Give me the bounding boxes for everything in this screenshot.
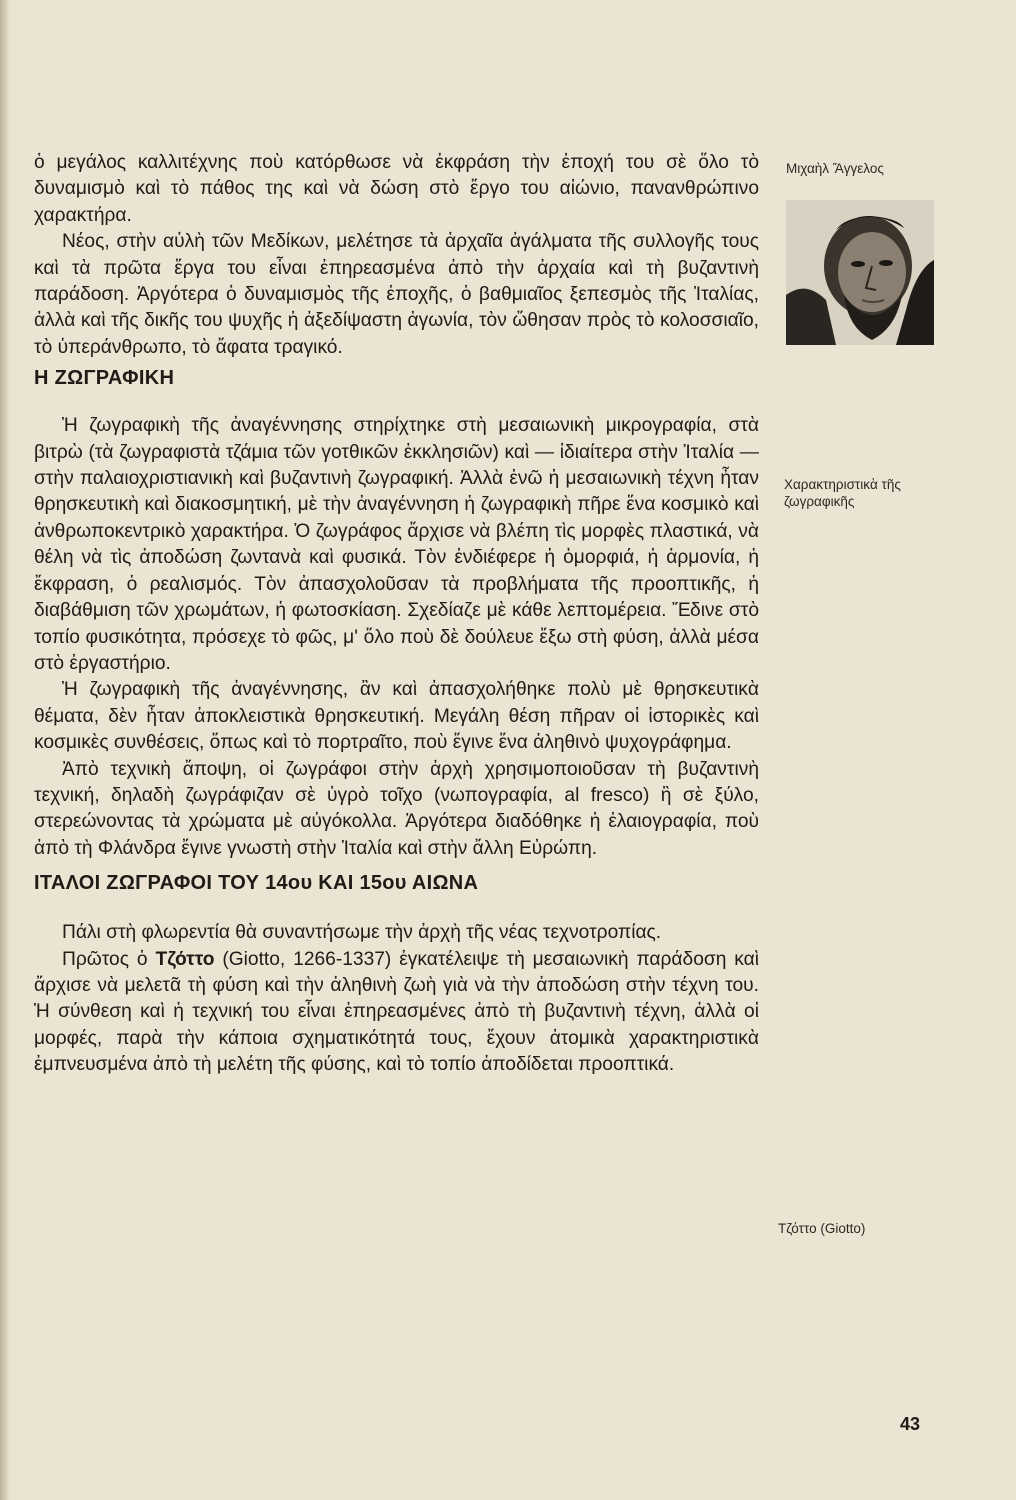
giotto-paragraph-rest: (Giotto, 1266-1337) ἐγκατέλειψε τὴ μεσαιωνικὴ παράδοση καὶ ἄρχισε νὰ μελετᾶ τὴ φύση καὶ τὴν ἀληθινὴ ζωὴ γιὰ νὰ τὴν ἀποδώση στὴν τέχνη του. Ἡ σύνθεση καὶ ἡ τεχνική του εἶναι ἐπηρεασμένες ἀπὸ τὴ βυζαντινὴ τέχνη, ἀλλὰ οἱ μορφές, παρὰ τὴν κάποια σχηματικότητά τους, ἔχουν ἀτομικὰ χαρακτηριστικὰ ἐμπνευσμένα ἀπὸ τὴ μελέτη τῆς φύσης, καὶ τὸ τοπίο ἀποδίδεται προοπτικά.: [34, 948, 760, 1076]
page-binding-shadow: [0, 0, 10, 1500]
intro-paragraph: ὁ μεγάλος καλλιτέχνης ποὺ κατόρθωσε νὰ ἐκφράση τὴν ἐποχή του σὲ ὅλο τὸ δυναμισμὸ καὶ τὸ πάθος της καὶ νὰ δώση στὸ ἔργο του αἰώνιο, πανανθρώπινο χαρακτήρα.: [34, 152, 759, 226]
margin-note-painting-traits: Χαρακτηριστικὰ τῆς ζωγραφικῆς: [784, 477, 901, 509]
painting-paragraph: Ἡ ζωγραφικὴ τῆς ἀναγέννησης στηρίχτηκε στὴ μεσαιωνικὴ μικρογραφία, στὰ βιτρὼ (τὰ ζωγραφιστὰ τζάμια τῶν γοτθικῶν ἐκκλησιῶν) καὶ — ἰδιαίτερα στὴν Ἰταλία — στὴν παλαιοχριστιανικὴ καὶ βυζαντινὴ ζωγραφική. Ἀλλὰ ἐνῶ ἡ μεσαιωνικὴ τέχνη ἦταν θρησκευτικὴ καὶ διακοσμητική, μὲ τὴν ἀναγέννηση ἡ ζωγραφικὴ πῆρε ἕνα κοσμικὸ καὶ ἀνθρωποκεντρικὸ χαρακτήρα. Ὁ ζωγράφος ἄρχισε νὰ βλέπη τὶς μορφὲς πλαστικά, νὰ θέλη νὰ τὶς ἀποδώση ζωντανὰ καὶ φυσικά. Τὸν ἐνδιέφερε ἡ ὀμορφιά, ἡ ἁρμονία, ἡ ἔκφραση, ὁ ρεαλισμός. Τὸν ἀπασχολοῦσαν τὰ προβλήματα τῆς προοπτικῆς, ἡ διαβάθμιση τῶν χρωμάτων, ἡ φωτοσκίαση. Σχεδίαζε μὲ κάθε λεπτομέρεια. Ἔδινε στὸ τοπίο φυσικότητα, πρόσεχε τὸ φῶς, μ' ὅλο ποὺ δὲ δούλευε ἔξω στὴ φύση, ἀλλὰ μέσα στὸ ἐργαστήριο.: [34, 415, 759, 674]
main-text-column: [34, 150, 759, 1079]
italians-paragraph: Πάλι στὴ φλωρεντία θὰ συναντήσωμε τὴν ἀρχὴ τῆς νέας τεχνοτροπίας.: [62, 922, 662, 944]
portrait-illustration: [786, 200, 934, 345]
giotto-paragraph-start: Πρῶτος ὁ: [62, 948, 156, 970]
michelangelo-portrait: [786, 200, 934, 345]
section-heading-painting: Η ΖΩΓΡΑΦΙΚΗ: [34, 367, 175, 390]
margin-note-giotto: Τζόττο (Giotto): [778, 1221, 866, 1236]
section-heading-italian-painters: ΙΤΑΛΟΙ ΖΩΓΡΑΦΟΙ ΤΟΥ 14ου ΚΑΙ 15ου ΑΙΩΝΑ: [34, 872, 479, 895]
painting-paragraph: Ἀπὸ τεχνικὴ ἄποψη, οἱ ζωγράφοι στὴν ἀρχὴ χρησιμοποιοῦσαν τὴ βυζαντινὴ τεχνική, δηλαδὴ ζωγράφιζαν σὲ ὑγρὸ τοῖχο (νωπογραφία, al fresco) ἢ σὲ ξύλο, στερεώνοντας τὰ χρώματα μὲ αὐγόκολλα. Ἀργότερα διαδόθηκε ἡ ἐλαιογραφία, ποὺ ἀπὸ τὴ Φλάνδρα ἔγινε γνωστὴ στὴν Ἰταλία καὶ στὴν ἄλλη Εὐρώπη.: [34, 758, 759, 859]
giotto-paragraph: [34, 947, 759, 1079]
margin-note-michelangelo: Μιχαὴλ Ἄγγελος: [786, 161, 884, 176]
painting-paragraph: Ἡ ζωγραφικὴ τῆς ἀναγέννησης, ἂν καὶ ἀπασχολήθηκε πολὺ μὲ θρησκευτικὰ θέματα, δὲν ἦταν ἀποκλειστικὰ θρησκευτική. Μεγάλη θέση πῆραν οἱ ἱστορικὲς καὶ κοσμικὲς συνθέσεις, ὅπως καὶ τὸ πορτραῖτο, ποὺ ἔγινε ἕνα ἀληθινὸ ψυχογράφημα.: [34, 679, 759, 754]
page-number: 43: [900, 1414, 921, 1434]
giotto-name: Τζόττο: [155, 948, 215, 970]
intro-paragraph: Νέος, στὴν αὐλὴ τῶν Μεδίκων, μελέτησε τὰ ἀρχαῖα ἀγάλματα τῆς συλλογῆς τους καὶ τὰ πρῶτα ἔργα του εἶναι ἐπηρεασμένα ἀπὸ τὴν ἀρχαία καὶ τὴ βυζαντινὴ παράδοση. Ἀργότερα ὁ δυναμισμὸς τῆς ἐποχῆς, ὁ βαθμιαῖος ξεπεσμὸς τῆς Ἰταλίας, ἀλλὰ καὶ τῆς δικῆς του ψυχῆς ἡ ἀξεδίψαστη ἀγωνία, τὸν ὤθησαν πρὸς τὸ κολοσσιαῖο, τὸ ὑπεράνθρωπο, τὸ ἄφατα τραγικό.: [34, 231, 759, 358]
